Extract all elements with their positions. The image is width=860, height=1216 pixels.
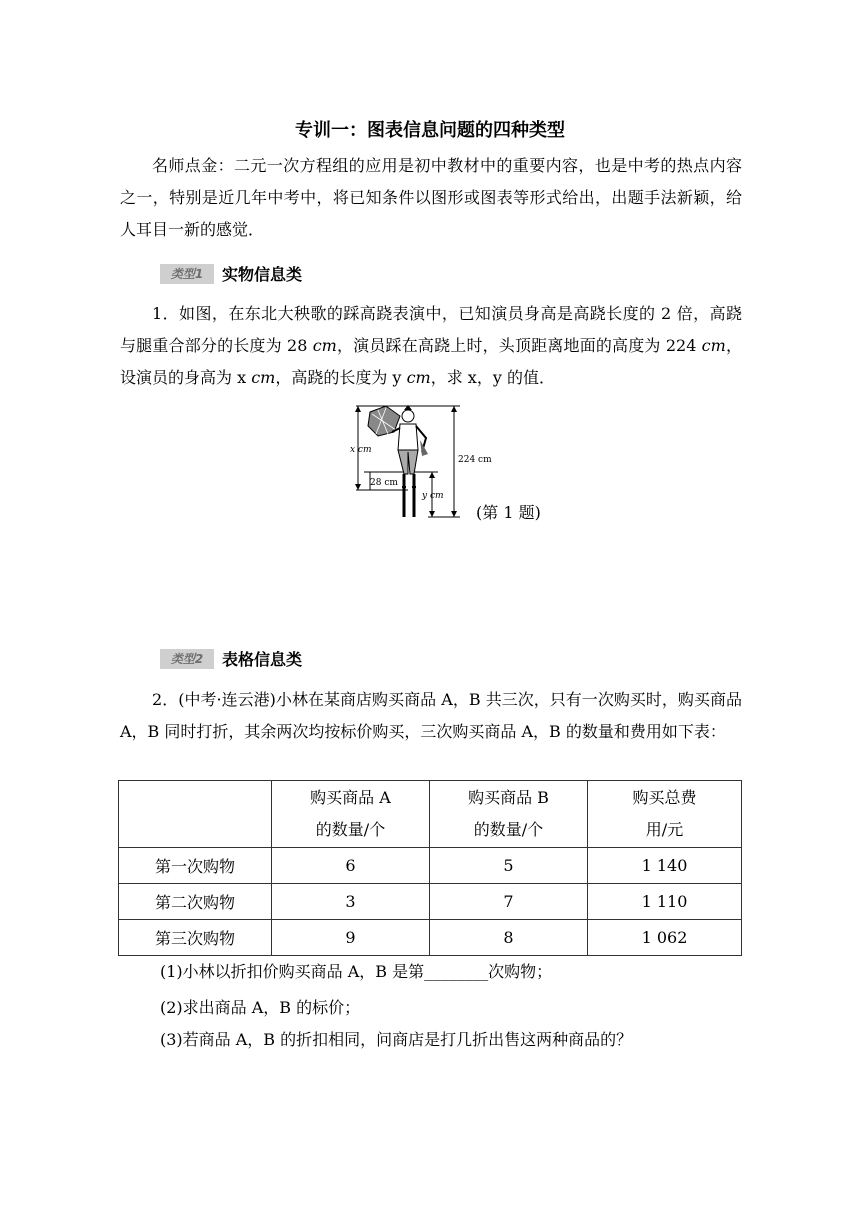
unit: cm xyxy=(701,336,726,355)
table-row xyxy=(119,920,742,956)
page-title: 专训一：图表信息问题的四种类型 xyxy=(295,120,565,141)
table-cell: 7 xyxy=(430,884,588,920)
header-cell xyxy=(272,781,430,848)
table-row xyxy=(119,848,742,884)
q1-text: ，求 x，y 的值． xyxy=(430,368,555,387)
label-y-cm: y cm xyxy=(422,491,444,501)
section-type2 xyxy=(160,647,302,670)
header-cell xyxy=(588,781,742,848)
table-row xyxy=(119,884,742,920)
header-line: 购买总费 xyxy=(632,788,697,807)
q1-text: ，演员踩在高跷上时，头顶距离地面的高度为 224 xyxy=(336,336,702,355)
table-cell: 5 xyxy=(430,848,588,884)
question-1 xyxy=(120,298,742,394)
table-cell: 8 xyxy=(430,920,588,956)
table-cell: 6 xyxy=(272,848,430,884)
label-x-cm: x cm xyxy=(350,445,372,455)
label-224-cm: 224 cm xyxy=(458,455,492,465)
header-line: 购买商品 B xyxy=(468,788,549,807)
unit: cm xyxy=(406,368,431,387)
table-header-row xyxy=(119,781,742,848)
table-cell: 1 062 xyxy=(588,920,742,956)
unit: cm xyxy=(251,368,276,387)
unit: cm xyxy=(312,336,337,355)
header-line: 的数量/个 xyxy=(473,820,544,839)
table-cell: 9 xyxy=(272,920,430,956)
table-cell: 第一次购物 xyxy=(119,848,272,884)
header-cell xyxy=(430,781,588,848)
label-28-cm: 28 cm xyxy=(370,478,398,488)
sub-question-1: (1)小林以折扣价购买商品 A，B 是第________次购物； xyxy=(160,962,553,981)
header-line: 用/元 xyxy=(645,820,684,839)
sub-question-3: (3)若商品 A，B 的折扣相同，问商店是打几折出售这两种商品的？ xyxy=(160,1030,633,1049)
header-line: 购买商品 A xyxy=(310,788,391,807)
q1-text: 1．如图，在东北大秧歌的踩高跷表演中，已知演员身高是高跷长度的 2 倍，高跷与腿重合部分的长度为 28 xyxy=(120,304,742,355)
table-cell: 1 110 xyxy=(588,884,742,920)
figure-caption: (第 1 题) xyxy=(476,503,541,522)
section-heading: 表格信息类 xyxy=(222,650,303,669)
table-cell: 第二次购物 xyxy=(119,884,272,920)
table-cell: 3 xyxy=(272,884,430,920)
table-cell: 第三次购物 xyxy=(119,920,272,956)
sub-question-2: (2)求出商品 A，B 的标价； xyxy=(160,998,361,1017)
header-cell xyxy=(119,781,272,848)
header-line: 的数量/个 xyxy=(315,820,386,839)
type-badge: 类型2 xyxy=(160,649,214,669)
q1-text: ，高跷的长度为 y xyxy=(275,368,407,387)
question-2: 2．(中考·连云港)小林在某商店购买商品 A，B 共三次，只有一次购买时，购买商品 A，B 同时打折，其余两次均按标价购买，三次购买商品 A，B 的数量和费用如下表： xyxy=(120,690,742,741)
q1-text: ，设演员的身高为 x xyxy=(120,336,742,387)
section-type1 xyxy=(160,262,302,285)
purchase-table xyxy=(118,780,742,956)
section-heading: 实物信息类 xyxy=(222,265,303,284)
type-badge: 类型1 xyxy=(160,264,214,284)
table-cell: 1 140 xyxy=(588,848,742,884)
intro-paragraph: 名师点金：二元一次方程组的应用是初中教材中的重要内容，也是中考的热点内容之一，特别是近几年中考中，将已知条件以图形或图表等形式给出，出题手法新颖，给人耳目一新的感觉． xyxy=(120,156,742,239)
